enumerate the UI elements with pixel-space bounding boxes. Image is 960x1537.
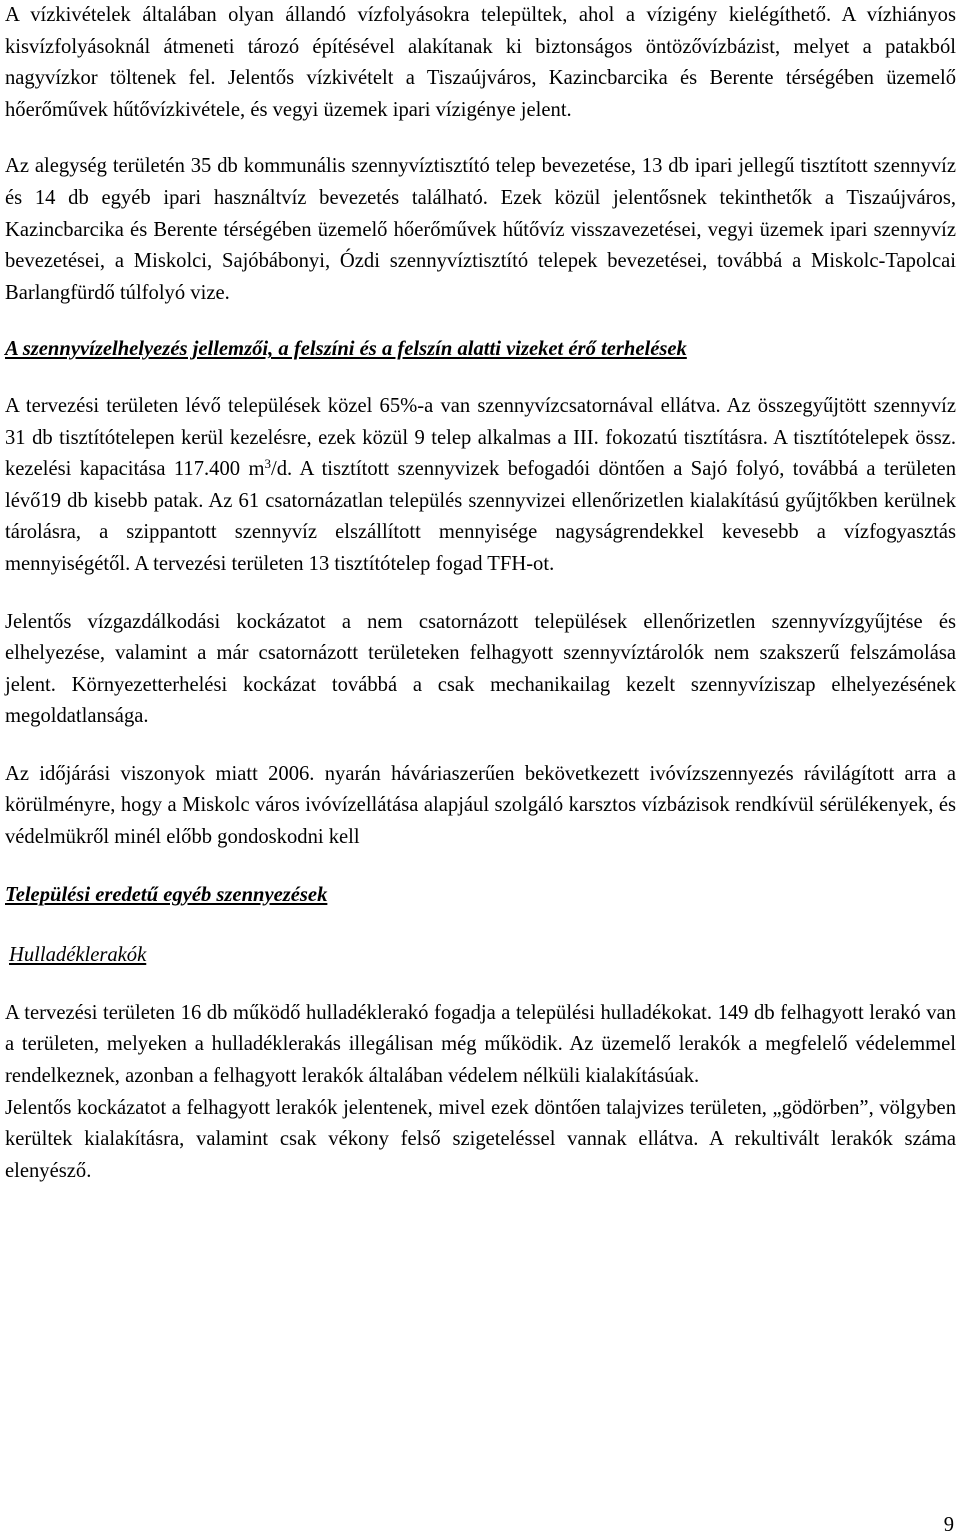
landfills-text-part2: Jelentős kockázatot a felhagyott lerakók jelentenek, mivel ezek döntően talajvizes területen, „gödörben”, völgyben kerültek kialakításra, valamint csak vékony felső szigeteléssel vannak ellátva. A rekultivált lerakók száma elenyésző.	[5, 1096, 956, 1182]
landfills-text-part1: A tervezési területen 16 db működő hulladéklerakó fogadja a települési hulladékokat. 149 db felhagyott lerakó van a területen, melyeken a hulladéklerakás illegálisan még működik. Az üzemelő lerakók a megfelelő védelemmel rendelkeznek, azonban a felhagyott lerakók általában védelem nélküli kialakításúak.	[5, 1001, 956, 1088]
page-body	[5, 0, 956, 1187]
page-number: 9	[943, 1514, 954, 1536]
subsection-heading-landfills: Hulladéklerakók	[9, 944, 147, 967]
section-heading-wastewater: A szennyvízelhelyezés jellemzői, a felszíni és a felszín alatti vizeket érő terhelések	[5, 338, 687, 361]
paragraph-sewerage-coverage	[5, 391, 956, 581]
section-heading-settlement-pollution: Települési eredetű egyéb szennyezések	[5, 883, 328, 906]
sewerage-text-part2: /d. A tisztított szennyvizek befogadói döntően a Sajó folyó, továbbá a területen lévő19 db kisebb patak. Az 61 csatornázatlan település szennyvizei ellenőrizetlen kialakítású gyűjtőkben kerülnek tárolásra, a szippantott szennyvíz elszállított mennyisége nagyságrendekkel kevesebb a vízfogyasztás mennyiségétől. A tervezési területen 13 tisztítótelep fogad TFH-ot.	[5, 458, 956, 575]
paragraph-water-management-risk: Jelentős vízgazdálkodási kockázatot a nem csatornázott települések ellenőrizetlen szennyvízgyűjtése és elhelyezése, valamint a már csatornázott területeken felhagyott szennyvíztárolók nem szakszerű felszámolása jelent. Környezetterhelési kockázat továbbá a csak mechanikailag kezelt szennyvíziszap elhelyezésének megoldatlansága.	[5, 610, 956, 728]
paragraph-2006-pollution: Az időjárási viszonyok miatt 2006. nyarán háváriaszerűen bekövetkezett ivóvízszennyezés rávilágított arra a körülményre, hogy a Miskolc város ivóvízellátása alapjául szolgáló karsztos vízbázisok rendkívül sérülékenyek, és védelmükről minél előbb gondoskodni kell	[5, 762, 956, 849]
paragraph-water-abstraction: A vízkivételek általában olyan állandó vízfolyásokra települtek, ahol a vízigény kielégíthető. A vízhiányos kisvízfolyásoknál átmeneti tározó építésével alakítanak ki biztonságos öntözővízbázist, melyet a patakból nagyvízkor töltenek fel. Jelentős vízkivételt a Tiszaújváros, Kazincbarcika és Berente térségében üzemelő hőerőművek hűtővízkivétele, és vegyi üzemek ipari vízigénye jelent.	[5, 4, 956, 121]
sewerage-text-part1: A tervezési területen lévő települések közel 65%-a van szennyvízcsatornával ellátva. Az összegyűjtött szennyvíz 31 db tisztítótelepen kerül kezelésre, ezek közül 9 telep alkalmas a III. fokozatú tisztításra. A tisztítótelepek össz. kezelési kapacitása 117.400 m	[5, 394, 956, 481]
paragraph-landfills	[5, 998, 956, 1188]
paragraph-wastewater-discharges: Az alegység területén 35 db kommunális szennyvíztisztító telep bevezetése, 13 db ipari jellegű tisztított szennyvíz és 14 db egyéb ipari használtvíz bevezetés található. Ezek közül jelentősnek tekinthetők a Tiszaújváros, Kazincbarcika és Berente térségében üzemelő hőerőművek hűtővíz visszavezetései, vegyi üzemek ipari szennyvíz bevezetései, a Miskolci, Sajóbábonyi, Ózdi szennyvíztisztító telepek bevezetései, továbbá a Miskolc-Tapolcai Barlangfürdő túlfolyó vize.	[5, 155, 956, 304]
superscript-3: 3	[264, 456, 271, 472]
